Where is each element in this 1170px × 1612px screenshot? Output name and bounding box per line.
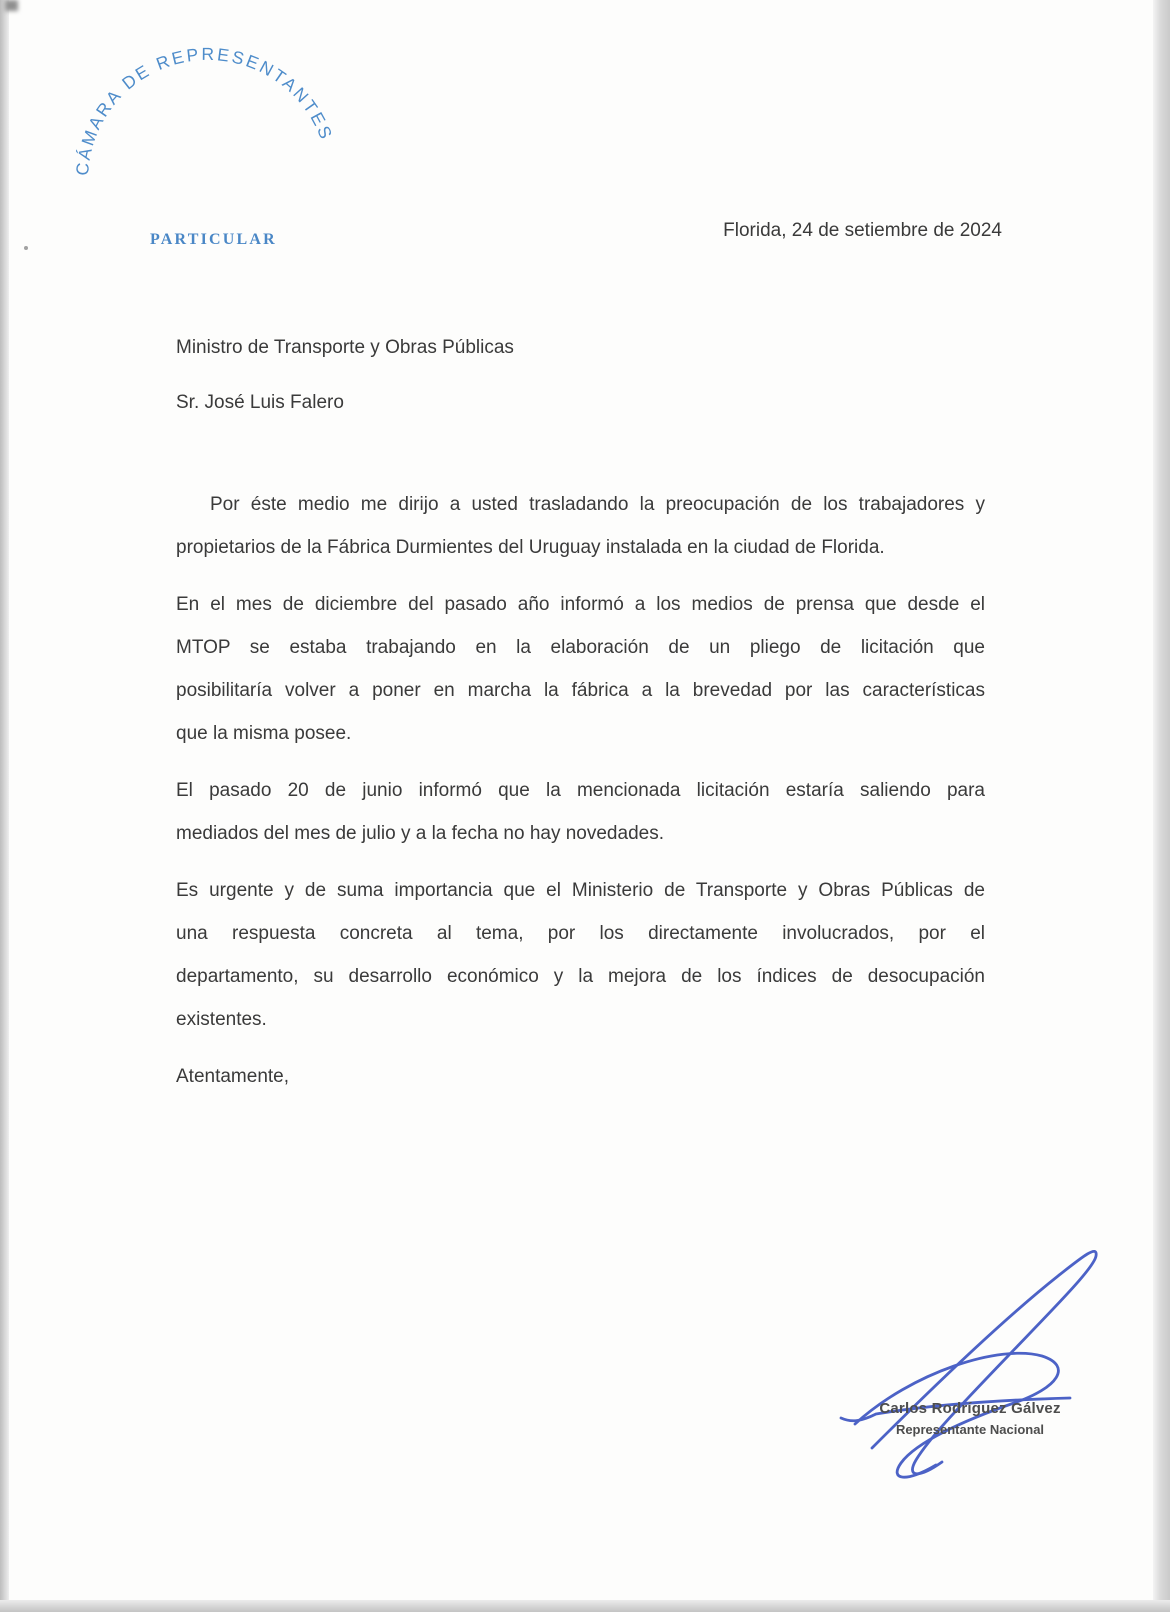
ink-speck xyxy=(24,246,28,250)
scan-edge-left xyxy=(0,0,9,1612)
recipient-name: Sr. José Luis Falero xyxy=(176,392,344,413)
letterhead-arc-text: CÁMARA DE REPRESENTANTES xyxy=(71,43,338,177)
paragraph xyxy=(176,869,985,1041)
signatory-name: Carlos Rodríguez Gálvez xyxy=(879,1400,1061,1417)
scan-edge-bottom xyxy=(0,1600,1170,1612)
body-line: propietarios de la Fábrica Durmientes del Uruguay instalada en la ciudad de Florida. xyxy=(176,537,885,558)
body-line: una respuesta concreta al tema, por los directamente involucrados, por el xyxy=(176,923,985,944)
svg-text:CÁMARA DE REPRESENTANTES xyxy=(72,44,337,176)
signatory-title: Representante Nacional xyxy=(895,1422,1045,1437)
classification-label: PARTICULAR xyxy=(150,231,277,248)
recipient-office: Ministro de Transporte y Obras Públicas xyxy=(176,337,514,358)
paragraph xyxy=(176,483,985,569)
letter-body xyxy=(176,483,985,1098)
body-line: En el mes de diciembre del pasado año informó a los medios de prensa que desde el xyxy=(176,594,985,615)
body-line: El pasado 20 de junio informó que la mencionada licitación estaría saliendo para xyxy=(176,780,985,801)
paragraph xyxy=(176,769,985,855)
body-line: que la misma posee. xyxy=(176,723,352,744)
paragraph xyxy=(176,583,985,755)
body-line: mediados del mes de julio y a la fecha no hay novedades. xyxy=(176,823,664,844)
body-line: posibilitaría volver a poner en marcha la fábrica a la brevedad por las características xyxy=(176,680,985,701)
dateline: Florida, 24 de setiembre de 2024 xyxy=(723,220,1002,241)
scan-edge-right xyxy=(1153,0,1170,1612)
handwritten-signature-icon xyxy=(810,1205,1110,1495)
body-line: existentes. xyxy=(176,1009,267,1030)
recipient-block xyxy=(176,326,514,424)
body-line: MTOP se estaba trabajando en la elaboración de un pliego de licitación que xyxy=(176,637,985,658)
body-line: Es urgente y de suma importancia que el Ministerio de Transporte y Obras Públicas de xyxy=(176,880,985,901)
body-line: Por éste medio me dirijo a usted trasladando la preocupación de los trabajadores y xyxy=(210,494,985,515)
scan-corner-smudge xyxy=(5,0,18,11)
letterhead-arc-logo xyxy=(64,28,354,188)
body-line: departamento, su desarrollo económico y la mejora de los índices de desocupación xyxy=(176,966,985,987)
closing-salutation: Atentamente, xyxy=(176,1066,290,1087)
signature-stroke-main xyxy=(872,1251,1096,1473)
